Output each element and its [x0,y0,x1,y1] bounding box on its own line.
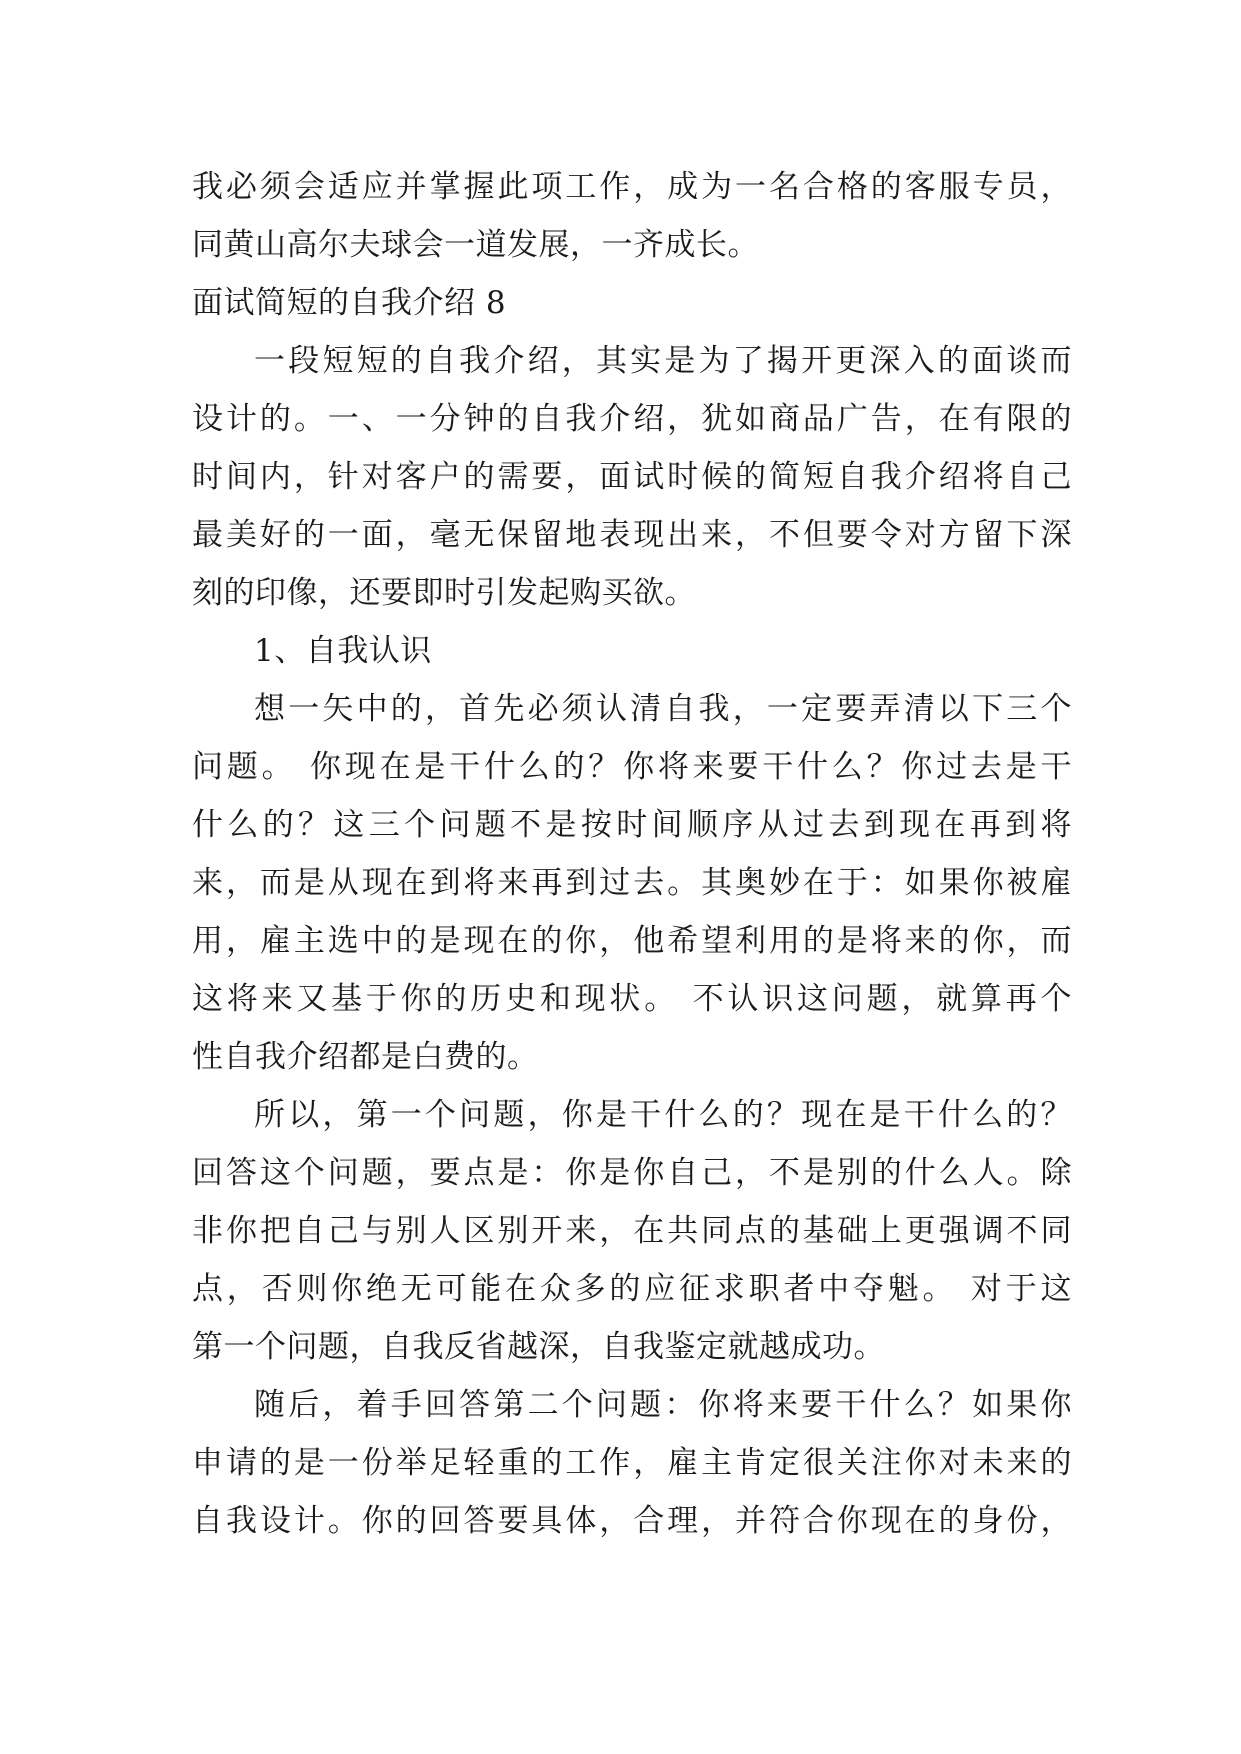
text-line: 非你把自己与别人区别开来，在共同点的基础上更强调不同 [192,1213,1072,1249]
text-line: 刻的印像，还要即时引发起购买欲。 [192,575,696,611]
text-line: 用，雇主选中的是现在的你，他希望利用的是将来的你，而 [192,923,1072,959]
text-line: 时间内，针对客户的需要，面试时候的简短自我介绍将自己 [192,459,1072,495]
text-line: 来，而是从现在到将来再到过去。其奥妙在于：如果你被雇 [192,865,1072,901]
text-line: 第一个问题，自我反省越深，自我鉴定就越成功。 [192,1329,885,1365]
text-line: 设计的。一、一分钟的自我介绍，犹如商品广告，在有限的 [192,401,1072,437]
text-line: 什么的？这三个问题不是按时间顺序从过去到现在再到将 [192,807,1072,843]
text-line: 回答这个问题，要点是：你是你自己，不是别的什么人。除 [192,1155,1072,1191]
text-line: 性自我介绍都是白费的。 [192,1039,539,1075]
text-line: 问题。 你现在是干什么的？你将来要干什么？你过去是干 [192,749,1072,785]
text-line: 我必须会适应并掌握此项工作，成为一名合格的客服专员， [192,169,1072,205]
text-line: 这将来又基于你的历史和现状。 不认识这问题，就算再个 [192,981,1072,1017]
subsection-heading: 1、自我认识 [254,633,432,669]
paragraph-first-line: 随后，着手回答第二个问题：你将来要干什么？如果你 [254,1387,1072,1423]
text-line: 最美好的一面，毫无保留地表现出来，不但要令对方留下深 [192,517,1072,553]
text-line: 同黄山高尔夫球会一道发展，一齐成长。 [192,227,759,263]
text-line: 点，否则你绝无可能在众多的应征求职者中夺魁。 对于这 [192,1271,1072,1307]
text-line: 自我设计。你的回答要具体，合理，并符合你现在的身份， [192,1503,1072,1539]
paragraph-first-line: 一段短短的自我介绍，其实是为了揭开更深入的面谈而 [254,343,1072,379]
paragraph-first-line: 所以，第一个问题，你是干什么的？现在是干什么的？ [254,1097,1072,1133]
section-heading: 面试简短的自我介绍 8 [192,285,507,321]
text-line: 申请的是一份举足轻重的工作，雇主肯定很关注你对未来的 [192,1445,1072,1481]
paragraph-first-line: 想一矢中的，首先必须认清自我，一定要弄清以下三个 [254,691,1072,727]
document-body [192,158,1072,1550]
